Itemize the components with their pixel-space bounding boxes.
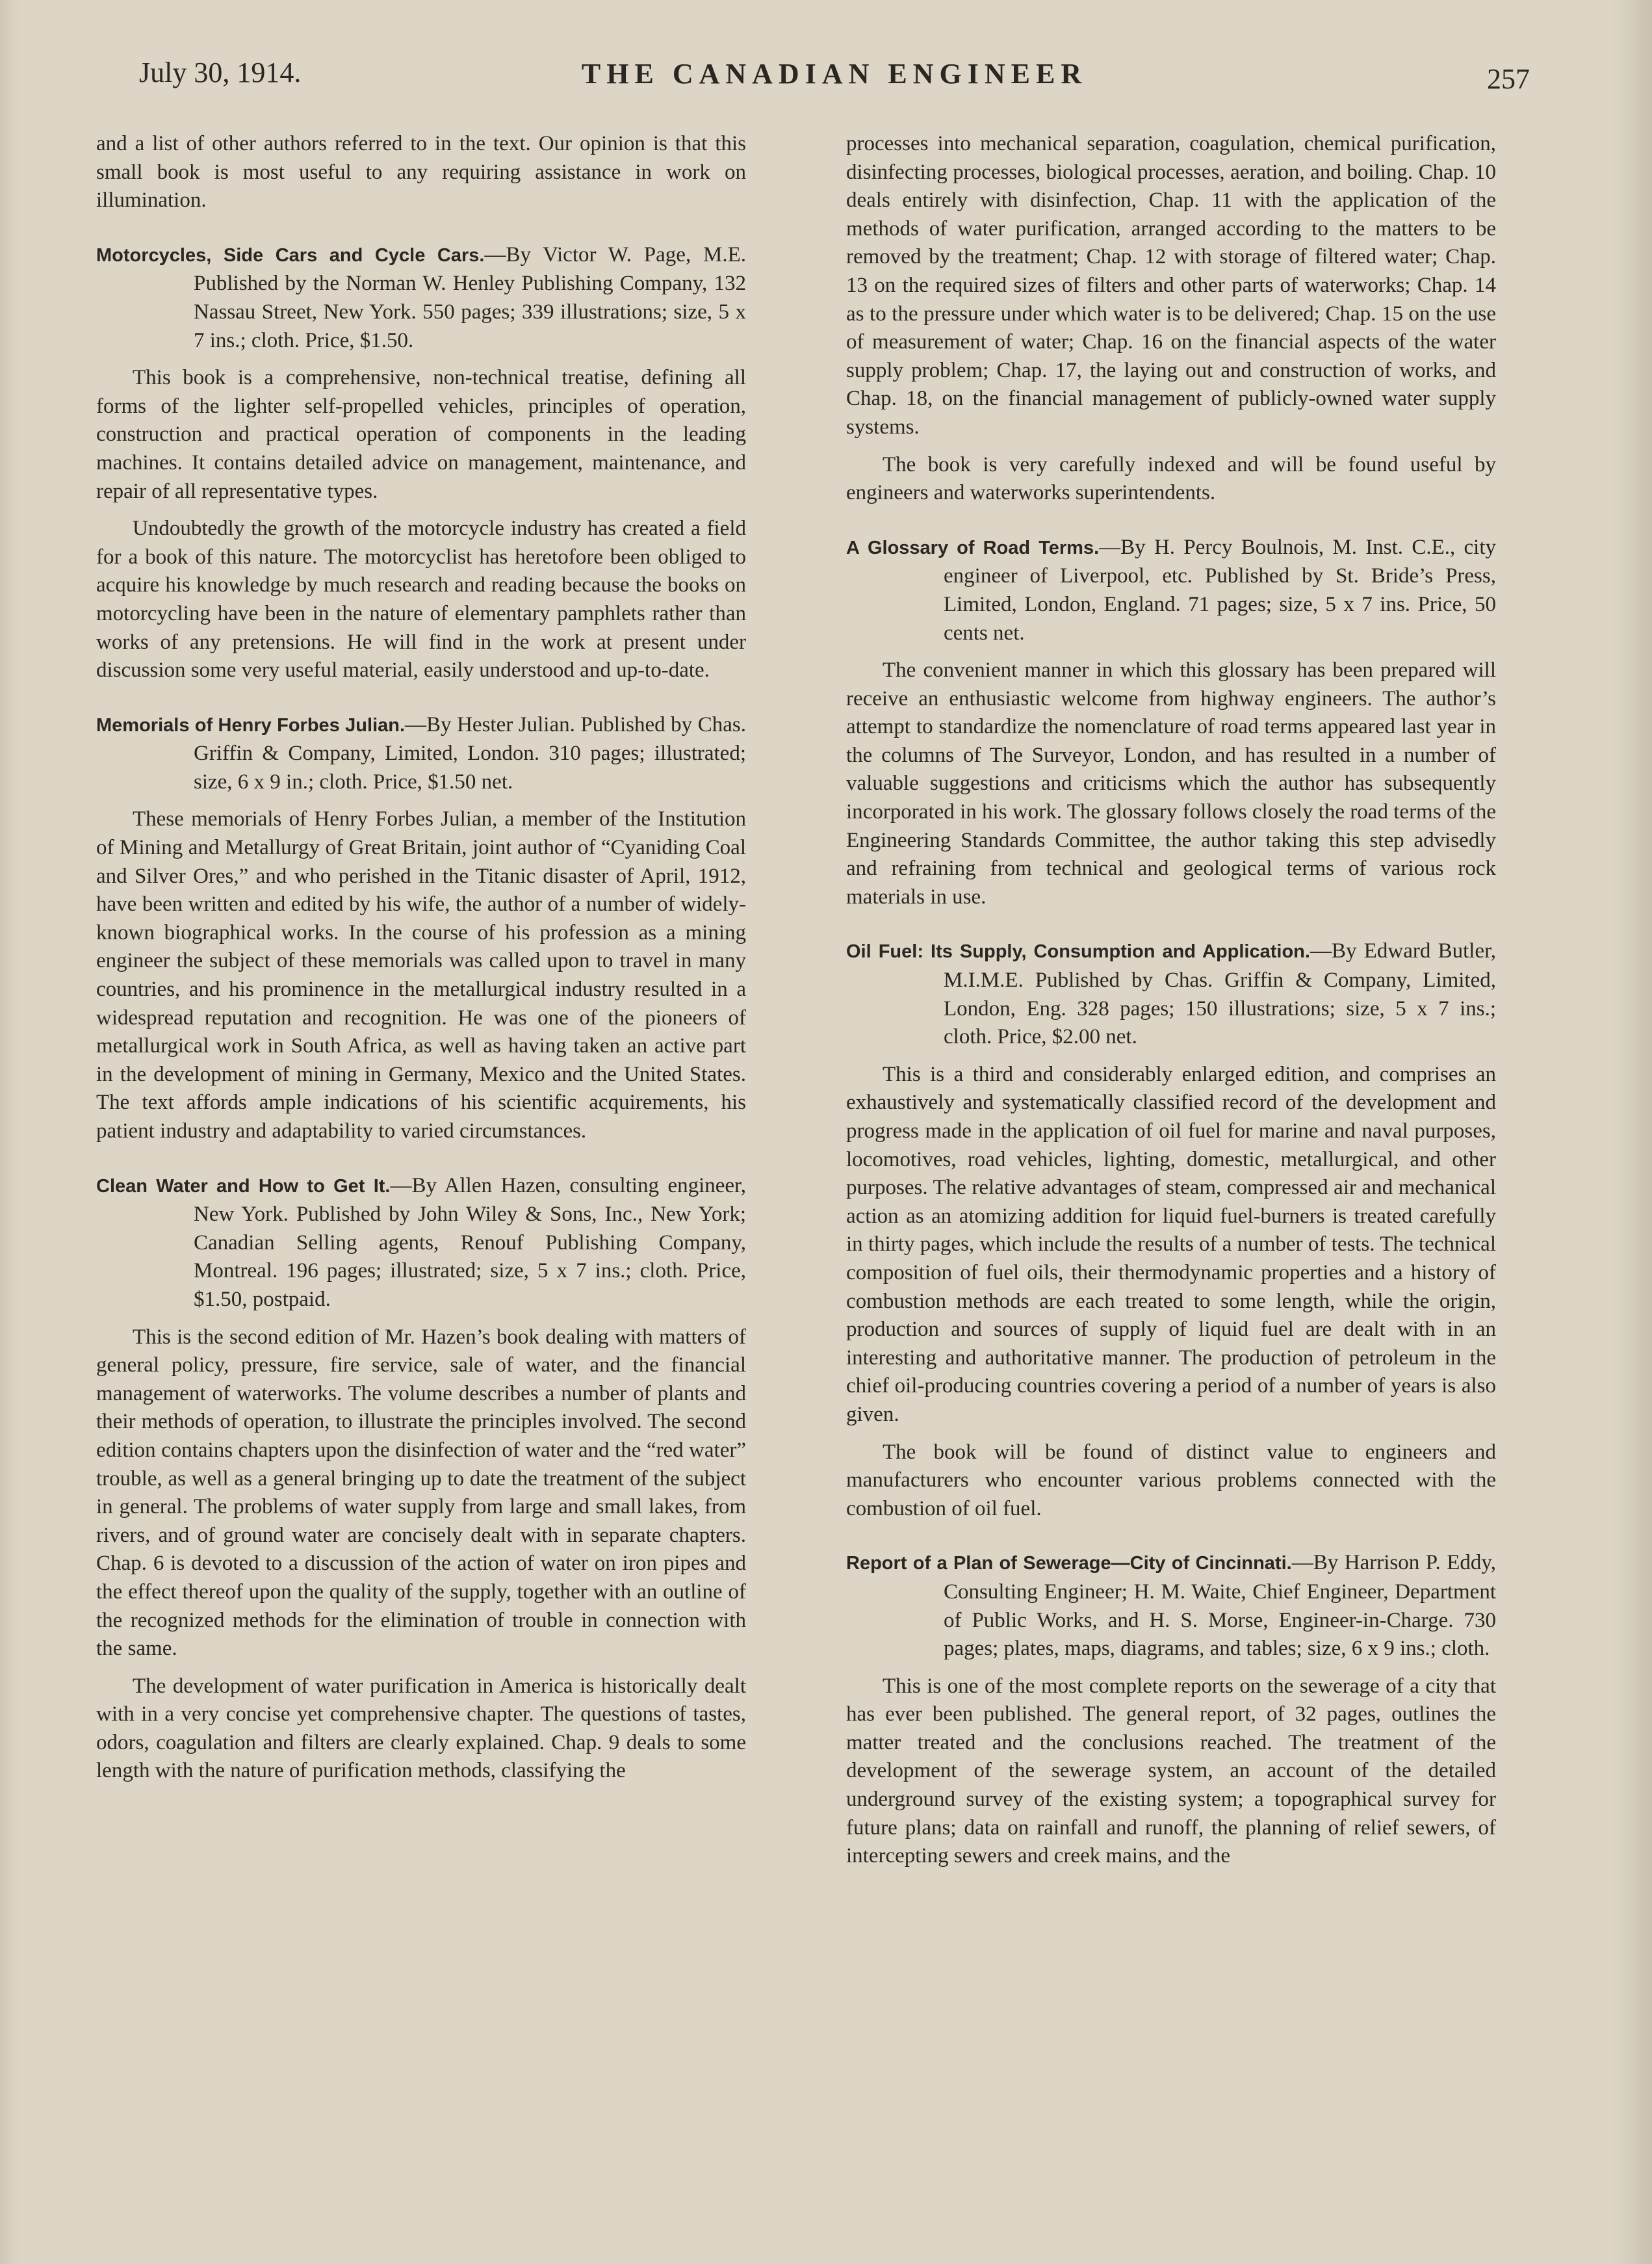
review-paragraph: The book will be found of distinct value to engineers and manufacturers who encounter various problems connected with the combustion of oil fuel. [846, 1440, 1496, 1520]
review-paragraph: This is a third and considerably enlarged edition, and comprises an exhaustively and systematically classified record of the development and progress made in the application of oil fuel for marine and naval purposes, locomotives, road vehicles, lighting, domestic, metallurgical, and other purposes. The relative advantages of steam, compressed air and mechanical action as an atomizing addition for liquid fuel-burners is treated carefully in thirty pages, which include the results of a number of tests. The technical composition of fuel oils, their thermodynamic properties and a history of combustion methods are each treated to some length, while the origin, production and sources of supply of liquid fuel are dealt with in an interesting and authoritative manner. The production of petroleum in the chief oil-producing countries covering a period of a number of years is also given. [846, 1062, 1496, 1426]
review-paragraph: This is one of the most complete reports on the sewerage of a city that has ever been published. The general report, of 32 pages, outlines the matter treated and the conclusions reached. The treatment of the development of the sewerage system, an account of the detailed underground survey of the existing system; a topographical survey for future plans; data on rainfall and runoff, the planning of relief sewers, of intercepting sewers and creek mains, and the [846, 1674, 1496, 1868]
review-entry [846, 534, 1496, 647]
review-paragraph: These memorials of Henry Forbes Julian, a member of the Institution of Mining and Metallurgy of Great Britain, joint author of “Cyaniding Coal and Silver Ores,” and who perished in the Titanic disaster of April, 1912, have been written and edited by his wife, the author of a number of widely-known biographical works. In the course of his profession as a mining engineer the subject of these memorials was called upon to travel in many countries, and his prominence in the metallurgical industry resulted in a widespread reputation and recognition. He was one of the pioneers of metallurgical work in South Africa, as well as having taken an active part in the development of mining in Germany, Mexico and the United States. The text affords ample indications of his scientific acquirements, his patient industry and adaptability to varied circumstances. [96, 807, 746, 1143]
review-paragraph: This is the second edition of Mr. Hazen’s book dealing with matters of general policy, pressure, fire service, sale of water, and the financial management of waterworks. The volume describes a number of plants and their methods of operation, to illustrate the principles involved. The second edition contains chapters upon the disinfection of water and the “red water” trouble, as well as a general bringing up to date the treatment of the subject in general. The problems of water supply from large and small lakes, from rivers, and of ground water are concisely dealt with in separate chapters. Chap. 6 is devoted to a discussion of the action of water on iron pipes and the effect thereof upon the quality of the supply, together with an outline of the recognized methods for the elimination of trouble in connection with the same. [96, 1325, 746, 1661]
review-citation: —By Harrison P. Eddy, Consulting Engineer; H. M. Waite, Chief Engineer, Department of Public Works, and H. S. Morse, Engineer-in-Charge. 730 pages; plates, maps, diagrams, and tables; size, 6 x 9 ins.; cloth. [944, 1551, 1496, 1661]
review-entry [846, 1549, 1496, 1663]
review-citation: —By H. Percy Boulnois, M. Inst. C.E., city engineer of Liverpool, etc. Published by St. Bride’s Press, Limited, London, England. 71 pages; size, 5 x 7 ins. Price, 50 cents net. [944, 535, 1496, 645]
review-title: Clean Water and How to Get It. [96, 1175, 391, 1197]
review-citation: —By Allen Hazen, consulting engineer, New York. Published by John Wiley & Sons, Inc., New York; Canadian Selling agents, Renouf Publishing Company, Montreal. 196 pages; illustrated; size, 5 x 7 ins.; cloth. Price, $1.50, postpaid. [194, 1173, 746, 1311]
review-entry [96, 241, 746, 355]
page-number: 257 [1487, 63, 1530, 95]
review-entry [96, 711, 746, 797]
continuation-paragraph: processes into mechanical separation, coagulation, chemical purification, disinfecting processes, biological processes, aeration, and boiling. Chap. 10 deals entirely with disinfection, Chap. 11 with the application of the methods of water purification, arranged according to the matters to be removed by the treatment; Chap. 12 with storage of filtered water; Chap. 13 on the required sizes of filters and other parts of waterworks; Chap. 14 as to the pressure under which water is to be delivered; Chap. 15 on the use of measurement of water; Chap. 16 on the financial aspects of the water supply problem; Chap. 17, the laying out and construction of works, and Chap. 18, on the financial management of publicly-owned water supply systems. [846, 132, 1496, 439]
review-paragraph: This book is a comprehensive, non-technical treatise, defining all forms of the lighter self-propelled vehicles, principles of operation, construction and practical operation of components in the leading machines. It contains detailed advice on management, maintenance, and repair of all representative types. [96, 366, 746, 503]
page-header [139, 56, 1530, 108]
review-citation: —By Edward Butler, M.I.M.E. Published by Chas. Griffin & Company, Limited, London, Eng. 328 pages; 150 illustrations; size, 5 x 7 ins.; cloth. Price, $2.00 net. [944, 939, 1496, 1049]
right-column [846, 130, 1496, 1880]
continuation-paragraph: The book is very carefully indexed and will be found useful by engineers and waterworks superintendents. [846, 452, 1496, 505]
review-title: Oil Fuel: Its Supply, Consumption and Application. [846, 941, 1310, 963]
journal-title: THE CANADIAN ENGINEER [581, 58, 1088, 90]
issue-date: July 30, 1914. [139, 57, 302, 88]
review-citation: —By Victor W. Page, M.E. Published by the Norman W. Henley Publishing Company, 132 Nassau Street, New York. 550 pages; 339 illustrations; size, 5 x 7 ins.; cloth. Price, $1.50. [194, 242, 746, 352]
review-paragraph: Undoubtedly the growth of the motorcycle industry has created a field for a book of this nature. The motorcyclist has heretofore been obliged to acquire his knowledge by much research and reading because the books on motorcycling have been in the nature of elementary pamphlets rather than works of any pretensions. He will find in the work at present under discussion some very useful material, easily understood and up-to-date. [96, 517, 746, 683]
review-entry [846, 937, 1496, 1051]
review-paragraph: The convenient manner in which this glossary has been prepared will receive an enthusiastic welcome from highway engineers. The author’s attempt to standardize the nomenclature of road terms appeared last year in the columns of The Surveyor, London, and has resulted in a number of valuable suggestions and criticisms which the author has subsequently incorporated in his work. The glossary follows closely the road terms of the Engineering Standards Committee, the author taking this step advisedly and refraining from technical and geological terms of various rock materials in use. [846, 658, 1496, 909]
intro-continuation: and a list of other authors referred to in the text. Our opinion is that this small book is most useful to any requiring assistance in work on illumination. [96, 132, 746, 213]
review-citation: —By Hester Julian. Published by Chas. Griffin & Company, Limited, London. 310 pages; illustrated; size, 6 x 9 in.; cloth. Price, $1.50 net. [194, 712, 746, 794]
review-title: A Glossary of Road Terms. [846, 537, 1100, 558]
review-title: Memorials of Henry Forbes Julian. [96, 714, 406, 736]
review-entry [96, 1172, 746, 1314]
review-title: Motorcycles, Side Cars and Cycle Cars. [96, 244, 485, 266]
review-paragraph: The development of water purification in America is historically dealt with in a very concise yet comprehensive chapter. The questions of tastes, odors, coagulation and filters are clearly explained. Chap. 9 deals to some length with the nature of purification methods, classifying the [96, 1674, 746, 1783]
left-column [96, 130, 746, 1795]
review-title: Report of a Plan of Sewerage—City of Cincinnati. [846, 1553, 1292, 1574]
